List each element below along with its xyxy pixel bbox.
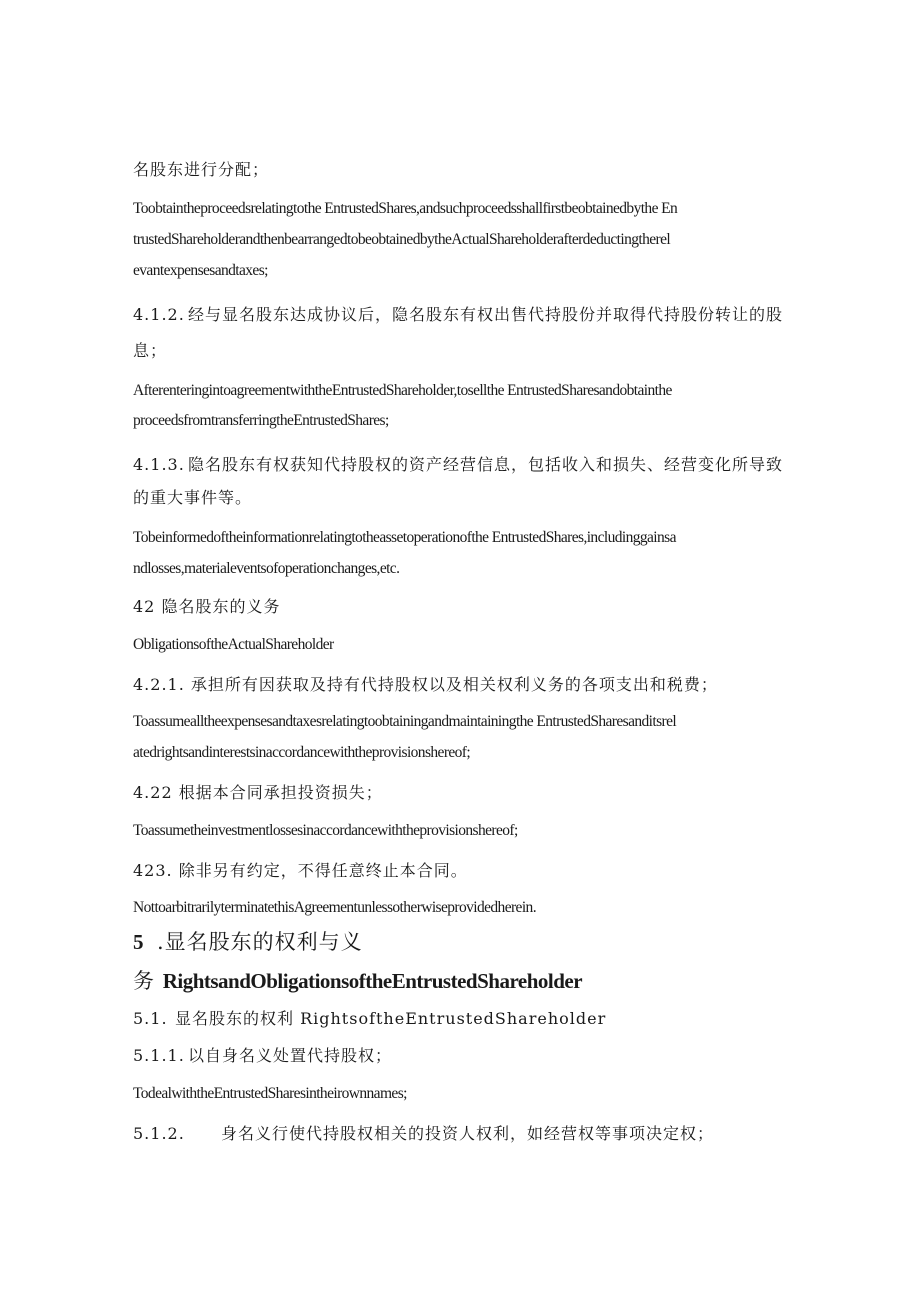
clause-text: 以自身名义处置代持股权； <box>188 1046 393 1065</box>
clause-4-2-1: 4.2.1. 承担所有因获取及持有代持股权以及相关权利义务的各项支出和税费； <box>133 675 718 694</box>
clause-number: 5.1.1. <box>133 1046 185 1065</box>
section-heading-text: .显名股东的权利与义 <box>157 930 363 954</box>
clause-text: 经与显名股东达成协议后，隐名股东有权出售代持股份并取得代持股份转让的股 <box>188 305 784 324</box>
section-5-heading-continued <box>133 967 582 995</box>
section-number: 5 <box>133 930 145 954</box>
section-heading-en: RightsandObligationsoftheEntrustedShareholder <box>162 969 583 993</box>
clause-4-2-2: 4.22 根据本合同承担投资损失； <box>133 783 383 802</box>
paragraph-line: Tobeinformedoftheinformationrelatingtotheassetoperationofthe EntrustedShares,includinggainsa <box>133 529 676 546</box>
clause-text: 隐名股东有权获知代持股权的资产经营信息，包括收入和损失、经营变化所导致 <box>188 455 784 474</box>
clause-4-1-2 <box>133 304 783 326</box>
section-heading-zh: 务 <box>133 969 155 993</box>
section-5-heading <box>133 928 363 956</box>
paragraph-line: 息； <box>133 341 168 360</box>
clause-number: 5.1. <box>133 1009 168 1028</box>
clause-number: 4.1.3. <box>133 455 185 474</box>
paragraph-line: Toassumealltheexpensesandtaxesrelatingtoobtainingandmaintainingthe EntrustedSharesanditsrel <box>133 713 677 730</box>
clause-4-1-3 <box>133 454 783 476</box>
paragraph-line: Toobtaintheproceedsrelatingtothe EntrustedShares,andsuchproceedsshallfirstbeobtainedbythe En <box>133 200 678 217</box>
clause-number: 5.1.2. <box>133 1124 185 1143</box>
paragraph-line: 名股东进行分配； <box>133 160 270 179</box>
paragraph-line: TodealwiththeEntrustedSharesintheirownnames; <box>133 1085 407 1102</box>
clause-5-1-1 <box>133 1045 392 1067</box>
paragraph-line: ndlosses,materialeventsofoperationchanges,etc. <box>133 560 400 577</box>
paragraph-line: atedrightsandinterestsinaccordancewiththeprovisionshereof; <box>133 744 471 761</box>
clause-5-1-2 <box>133 1123 714 1145</box>
paragraph-line: proceedsfromtransferringtheEntrustedShares; <box>133 412 389 429</box>
clause-4-2-3: 423. 除非另有约定，不得任意终止本合同。 <box>133 861 468 880</box>
clause-text: 显名股东的权利 RightsoftheEntrustedShareholder <box>175 1009 607 1028</box>
clause-text: 身名义行使代持股权相关的投资人权利，如经营权等事项决定权； <box>221 1124 715 1143</box>
paragraph-line: NottoarbitrarilyterminatethisAgreementunlessotherwiseprovidedherein. <box>133 899 536 916</box>
clause-number: 4.1.2. <box>133 305 185 324</box>
paragraph-line: trustedShareholderandthenbearrangedtobeobtainedbytheActualShareholderafterdeductingtherel <box>133 231 671 248</box>
paragraph-line: AfterenteringintoagreementwiththeEntrustedShareholder,tosellthe EntrustedSharesandobtainthe <box>133 382 672 399</box>
paragraph-line: Toassumetheinvestmentlossesinaccordancewiththeprovisionshereof; <box>133 822 518 839</box>
section-4-2-title: 42 隐名股东的义务 <box>133 597 281 616</box>
section-4-2-title-en: ObligationsoftheActualShareholder <box>133 636 334 653</box>
paragraph-line: 的重大事件等。 <box>133 488 253 507</box>
section-5-1-title <box>133 1008 606 1030</box>
paragraph-line: evantexpensesandtaxes; <box>133 262 268 279</box>
